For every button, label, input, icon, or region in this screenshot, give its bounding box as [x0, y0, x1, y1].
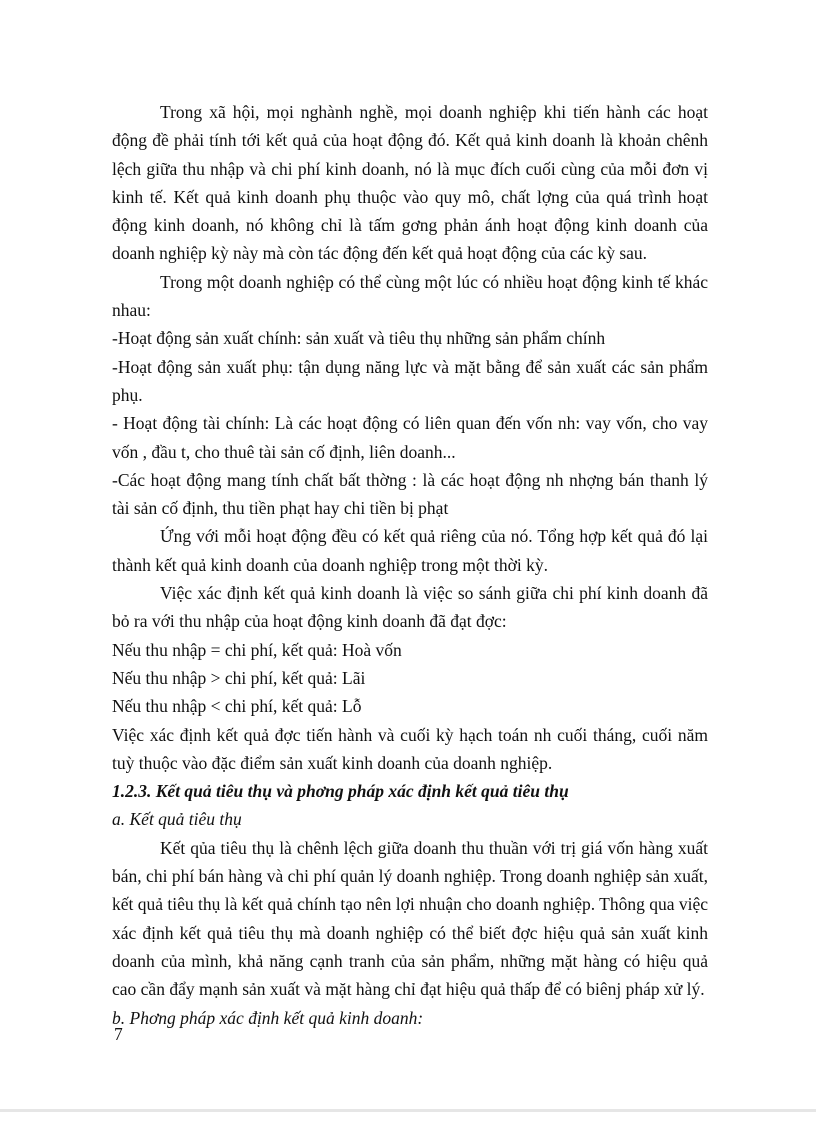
body-text: [112, 98, 708, 1032]
condition-line: Nếu thu nhập > chi phí, kết quả: Lãi: [112, 667, 366, 688]
list-item: -Hoạt động sản xuất phụ: tận dụng năng lực và mặt bằng để sản xuất các sản phẩm phụ.: [112, 356, 708, 405]
condition-line: Nếu thu nhập < chi phí, kết quả: Lỗ: [112, 696, 362, 717]
paragraph: Ứng với mỗi hoạt động đều có kết quả riêng của nó. Tổng hợp kết quả đó lại thành kết quả kinh doanh của doanh nghiệp trong một thời kỳ.: [112, 526, 708, 575]
paragraph: Việc xác định kết quả kinh doanh là việc so sánh giữa chi phí kinh doanh đã bỏ ra với thu nhập của hoạt động kinh doanh đã đạt đợc:: [112, 583, 708, 632]
paragraph: Trong xã hội, mọi nghành nghề, mọi doanh nghiệp khi tiến hành các hoạt động đề phải tính tới kết quả của hoạt động đó. Kết quả kinh doanh là khoản chênh lệch giữa thu nhập và chi phí kinh doanh, nó là mục đích cuối cùng của mỗi đơn vị kinh tế. Kết quả kinh doanh phụ thuộc vào quy mô, chất lợng của quá trình hoạt động kinh doanh, nó không chỉ là tấm gơng phản ánh hoạt động kinh doanh của doanh nghiệp kỳ này mà còn tác động đến kết quả hoạt động của các kỳ sau.: [112, 102, 708, 264]
subsection-heading: a. Kết quả tiêu thụ: [112, 809, 242, 830]
section-heading: 1.2.3. Kết quả tiêu thụ và phơng pháp xác định kết quả tiêu thụ: [112, 781, 569, 802]
paragraph: Việc xác định kết quả đợc tiến hành và cuối kỳ hạch toán nh cuối tháng, cuối năm tuỳ thuộc vào đặc điểm sản xuất kinh doanh của doanh nghiệp.: [112, 724, 708, 773]
condition-line: Nếu thu nhập = chi phí, kết quả: Hoà vốn: [112, 639, 402, 660]
subsection-heading: b. Phơng pháp xác định kết quả kinh doanh:: [112, 1007, 424, 1028]
list-item: -Hoạt động sản xuất chính: sản xuất và tiêu thụ những sản phẩm chính: [112, 328, 606, 349]
paragraph: Trong một doanh nghiệp có thể cùng một lúc có nhiều hoạt động kinh tế khác nhau:: [112, 271, 708, 321]
paragraph: Kết qủa tiêu thụ là chênh lệch giữa doanh thu thuần với trị giá vốn hàng xuất bán, chi phí bán hàng và chi phí quản lý doanh nghiệp. Trong doanh nghiệp sản xuất, kết quả tiêu thụ là kết quả chính tạo nên lợi nhuận cho doanh nghiệp. Thông qua việc xác định kết quả tiêu thụ mà doanh nghiệp có thể biết đợc hiệu quả sản xuất kinh doanh của mình, khả năng cạnh tranh của sản phẩm, những mặt hàng có hiệu quả cao cần đẩy mạnh sản xuất và mặt hàng chỉ đạt hiệu quả thấp để có biênj pháp xử lý.: [112, 837, 708, 1000]
list-item: -Các hoạt động mang tính chất bất thờng : là các hoạt động nh nhợng bán thanh lý tài sản cố định, thu tiền phạt hay chi tiền bị phạt: [112, 469, 708, 519]
list-item: - Hoạt động tài chính: Là các hoạt động có liên quan đến vốn nh: vay vốn, cho vay vốn , đầu t, cho thuê tài sản cố định, liên doanh...: [112, 413, 708, 462]
page-number: 7: [114, 1024, 123, 1044]
footer-divider: [0, 1109, 816, 1112]
